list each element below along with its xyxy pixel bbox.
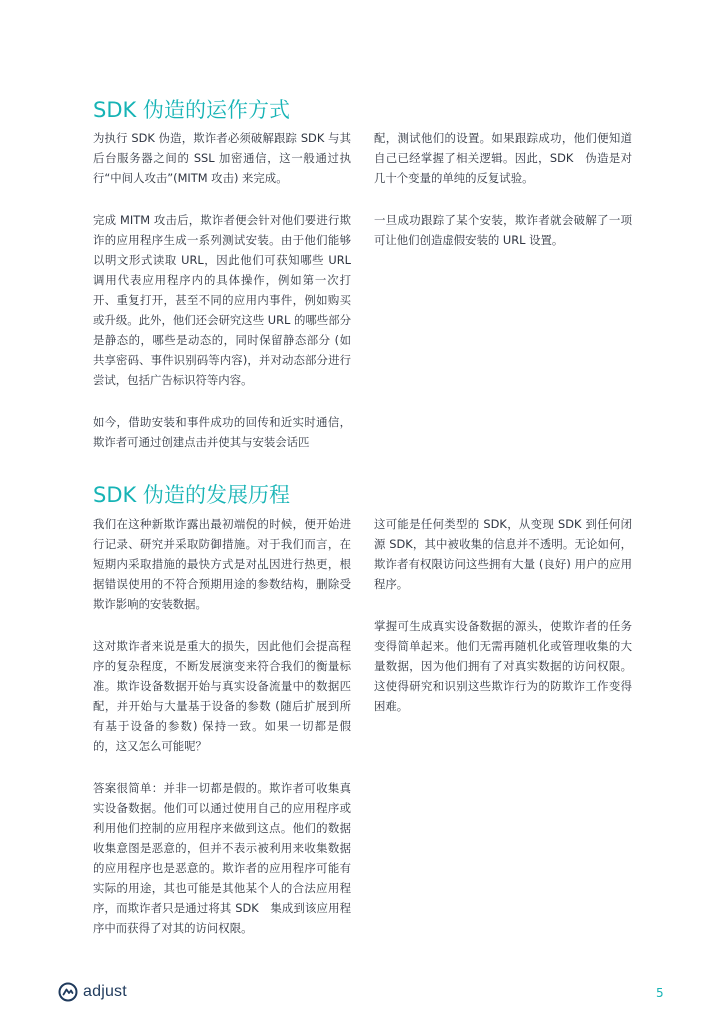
section-title-sdk-spoofing-history: SDK 伪造的发展历程 (93, 483, 290, 507)
section1-left-column (93, 128, 351, 474)
paragraph: 完成 MITM 攻击后，欺诈者便会针对他们要进行欺诈的应用程序生成一系列测试安装。由于他们能够以明文形式读取 URL，因此他们可获知哪些 URL 调用代表应用程序内的具体操作，例如第一次打开、重复打开，甚至不同的应用内事件，例如购买或升级。此外，他们还会研究这些 URL 的哪些部分是静态的，哪些是动态的，同时保留静态部分 (如共享密码、事件识别码等内容)，并对动态部分进行尝试，包括广告标识符等内容。 (93, 213, 351, 387)
paragraph: 这对欺诈者来说是重大的损失，因此他们会提高程序的复杂程度，不断发展演变来符合我们的衡量标准。欺诈设备数据开始与真实设备流量中的数据匹配，并开始与大量基于设备的参数 (随后扩展到所有基于设备的参数) 保持一致。如果一切都是假的，这又怎么可能呢？ (93, 639, 351, 753)
paragraph: 我们在这种新欺诈露出最初端倪的时候，便开始进行记录、研究并采取防御措施。对于我们而言，在短期内采取措施的最快方式是对乩因进行热更，根据错误使用的不符合预期用途的参数结构，删除受欺诈影响的安装数据。 (93, 517, 351, 611)
paragraph: 这可能是任何类型的 SDK，从变现 SDK 到任何闭源 SDK，其中被收集的信息并不透明。无论如何，欺诈者有权限访问这些拥有大量 (良好) 用户的应用程序。 (374, 517, 632, 591)
adjust-logo-wordmark: adjust (83, 983, 127, 1000)
adjust-logo-icon (58, 982, 78, 1002)
adjust-logo (58, 982, 127, 1002)
paragraph: 掌握可生成真实设备数据的源头，使欺诈者的任务变得简单起来。他们无需再随机化或管理收集的大量数据，因为他们拥有了对真实数据的访问权限。这使得研究和识别这些欺诈行为的防欺诈工作变得困难。 (374, 619, 632, 713)
section2-right-column (374, 514, 632, 738)
section1-right-column (374, 128, 632, 272)
paragraph: 为执行 SDK 伪造，欺诈者必须破解跟踪 SDK 与其后台服务器之间的 SSL 加密通信，这一般通过执行“中间人攻击”(MITM 攻击) 来完成。 (93, 131, 351, 185)
page-number: 5 (656, 986, 664, 1000)
paragraph: 答案很简单：并非一切都是假的。欺诈者可收集真实设备数据。他们可以通过使用自己的应用程序或利用他们控制的应用程序来做到这点。他们的数据收集意图是恶意的，但并不表示被利用来收集数据的应用程序也是恶意的。欺诈者的应用程序可能有实际的用途，其也可能是其他某个人的合法应用程序，而欺诈者只是通过将其 SDK 集成到该应用程序中而获得了对其的访问权限。 (93, 781, 351, 935)
paragraph: 一旦成功跟踪了某个安装，欺诈者就会破解了一项可让他们创造虚假安装的 URL 设置。 (374, 213, 632, 247)
section2-left-column (93, 514, 351, 960)
section-title-how-sdk-spoofing-works: SDK 伪造的运作方式 (93, 98, 290, 122)
paragraph: 如今，借助安装和事件成功的回传和近实时通信，欺诈者可通过创建点击并使其与安装会话匹 (93, 415, 351, 449)
paragraph: 配，测试他们的设置。如果跟踪成功，他们便知道自己已经掌握了相关逻辑。因此，SDK 伪造是对几十个变量的单纯的反复试验。 (374, 131, 632, 185)
